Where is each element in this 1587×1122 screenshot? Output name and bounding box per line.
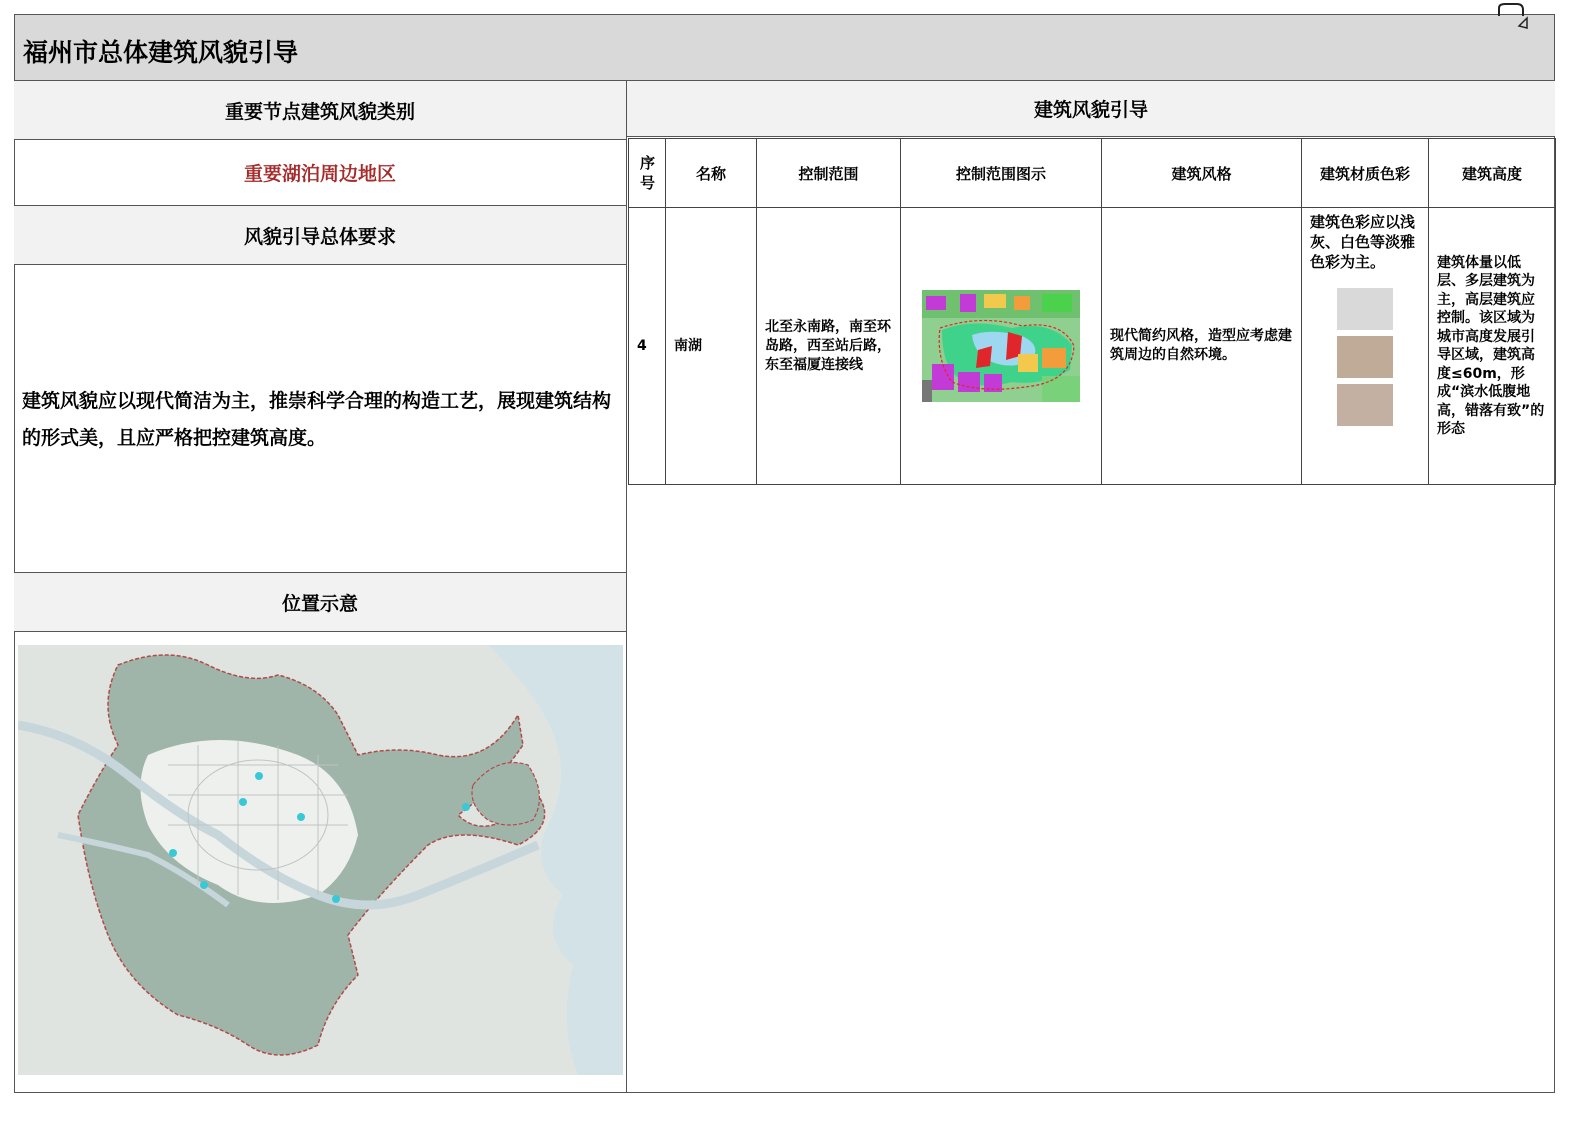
col-header-range: 控制范围 (757, 139, 901, 208)
color-swatch-taupe (1337, 384, 1393, 426)
table-row (629, 208, 1556, 485)
cell-height: 建筑体量以低层、多层建筑为主，高层建筑应控制。该区域为城市高度发展引导区域，建筑高度≤60m，形成“滨水低腹地高，错落有致”的形态 (1429, 208, 1556, 485)
category-value: 重要湖泊周边地区 (243, 163, 396, 185)
col-header-range-diagram: 控制范围图示 (901, 139, 1102, 208)
cell-material (1302, 208, 1429, 485)
cell-range-diagram (901, 208, 1102, 485)
col-header-material: 建筑材质色彩 (1302, 139, 1429, 208)
guide-table (628, 138, 1556, 485)
color-swatch-beige (1337, 336, 1393, 378)
requirements-header-label: 风貌引导总体要求 (243, 225, 396, 248)
cell-range: 北至永南路，南至环岛路，西至站后路，东至福厦连接线 (757, 208, 901, 485)
category-header (14, 81, 626, 140)
color-swatch-light-gray (1337, 288, 1393, 330)
requirements-cell (14, 265, 626, 573)
page-title: 福州市总体建筑风貌引导 (23, 38, 299, 67)
guide-header (627, 81, 1555, 137)
requirements-text: 建筑风貌应以现代简洁为主，推崇科学合理的构造工艺，展现建筑结构的形式美，且应严格把控建筑高度。 (22, 390, 612, 449)
category-header-label: 重要节点建筑风貌类别 (224, 100, 415, 123)
category-cell (14, 140, 626, 206)
cell-style: 现代简约风格，造型应考虑建筑周边的自然环境。 (1102, 208, 1302, 485)
col-header-index: 序号 (629, 139, 666, 208)
location-header-label: 位置示意 (281, 592, 358, 615)
col-header-height: 建筑高度 (1429, 139, 1556, 208)
range-diagram-image (922, 290, 1080, 402)
location-map (18, 645, 623, 1075)
col-header-style: 建筑风格 (1102, 139, 1302, 208)
material-text: 建筑色彩应以浅灰、白色等淡雅色彩为主。 (1310, 213, 1416, 271)
cell-index: 4 (629, 208, 666, 485)
title-bar (14, 14, 1555, 81)
corner-mark-icon (1497, 2, 1529, 30)
location-header (14, 573, 626, 632)
requirements-header (14, 206, 626, 265)
col-header-name: 名称 (666, 139, 757, 208)
guide-header-label: 建筑风貌引导 (1033, 99, 1148, 121)
table-header-row (629, 139, 1556, 208)
left-column (14, 81, 627, 1093)
cell-name: 南湖 (666, 208, 757, 485)
